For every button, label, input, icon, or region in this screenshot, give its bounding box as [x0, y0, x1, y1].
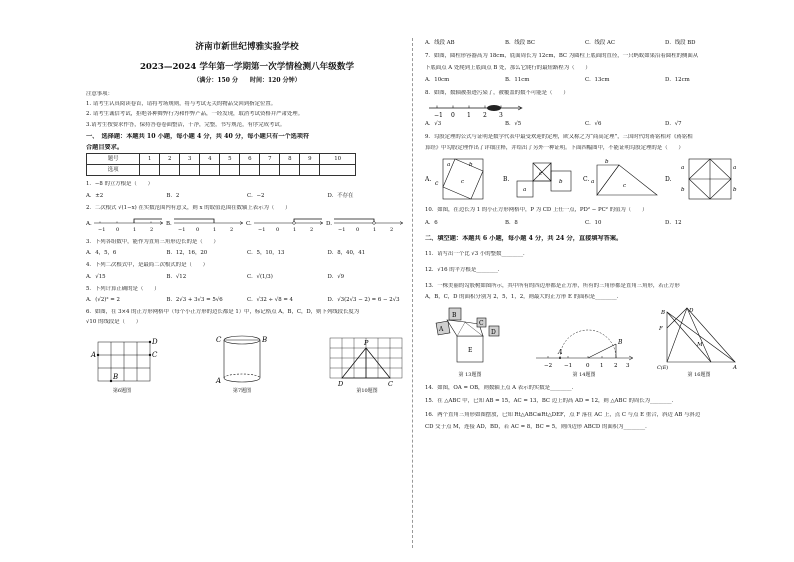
- tick-label: 1: [213, 226, 217, 233]
- tick-label: 0: [196, 226, 200, 233]
- grid-figure: [86, 336, 158, 388]
- option: D．不存在: [327, 193, 354, 200]
- pythagoras-tree-figure: [425, 306, 515, 372]
- q6-stem-cont: √10 的线段是（ ）: [86, 318, 142, 325]
- option: B．2√3 + 3√3 = 5√6: [166, 297, 223, 304]
- tick-label: 0: [586, 363, 590, 370]
- exam-meta: （满分：150 分 时间：120 分钟）: [193, 77, 301, 85]
- figure-caption: 第 13题图: [458, 372, 482, 379]
- tick-label: −1: [338, 226, 346, 233]
- option: C．10: [585, 219, 602, 226]
- option: B．线段 BC: [505, 40, 536, 46]
- answer-cell[interactable]: [160, 165, 180, 176]
- q11-stem: 11．请写出一个比 √3 小的整数________．: [425, 251, 529, 258]
- side-label: b: [559, 179, 563, 185]
- option: D．12: [665, 219, 682, 226]
- column-divider: [412, 38, 413, 548]
- option: D．√7: [665, 120, 682, 127]
- answer-cell[interactable]: [220, 165, 240, 176]
- side-label: c: [435, 180, 439, 187]
- q6-options: [425, 40, 745, 47]
- left-figures: [86, 332, 408, 394]
- point-label: C: [152, 350, 158, 359]
- tick-label: 2: [390, 226, 394, 233]
- grid-triangle-figure: [326, 334, 408, 388]
- option: C．5，10，13: [247, 250, 285, 257]
- option: A．线段 AB: [425, 40, 455, 46]
- square-label: A: [439, 326, 444, 334]
- q16-stem-cont: CD 交于点 M，连接 AD，BD，若 AC = 8，BC = 5，则四边形 ABCD 的面积为________．: [425, 423, 651, 430]
- option-label: D.: [326, 220, 332, 227]
- notes-item: 3.请考生按要求作答，保持答卷卷面整洁，干净，完整，书写规范，有序完成考试。: [86, 122, 286, 129]
- point-label: B: [618, 339, 623, 347]
- point-label: M: [697, 342, 703, 349]
- tick-label: 1: [467, 111, 471, 119]
- figure-10: [326, 334, 408, 394]
- tick-label: 2: [483, 111, 487, 119]
- tick-label: −2: [544, 363, 553, 370]
- q4-stem: 4．下列二次根式中，是最简二次根式的是（ ）: [86, 262, 209, 269]
- point-label: F: [659, 326, 663, 333]
- side-label: a: [523, 187, 527, 193]
- q10-options: [425, 220, 745, 227]
- right-column: [425, 40, 745, 431]
- option-label: A.: [86, 220, 92, 227]
- option-label: B.: [166, 220, 172, 227]
- figure-16: [653, 306, 745, 378]
- q3-stem: 3．下列各组数中，能作为直角三角形边长的是（ ）: [86, 238, 219, 245]
- figure-6: [86, 336, 158, 394]
- option: D．12cm: [665, 77, 690, 84]
- q9-figure-b: [503, 155, 581, 203]
- point-label: A: [733, 365, 737, 372]
- section1-heading-cont: 合题目要求。: [86, 143, 124, 151]
- left-column: [86, 40, 408, 394]
- table-cell: 8: [280, 154, 300, 165]
- tick-label: −1: [98, 226, 106, 233]
- ink-blot: [487, 105, 501, 111]
- point-label: C: [216, 335, 222, 344]
- table-cell: 5: [220, 154, 240, 165]
- tick-label: 1: [373, 226, 377, 233]
- figure-7: [212, 332, 272, 394]
- tick-label: −1: [178, 226, 186, 233]
- q2-stem: 2．二次根式 √(1−x) 在实数范围内有意义，则 x 的取值范围在数轴上表示为（ ）: [86, 204, 291, 211]
- table-row-label: 题号: [87, 154, 140, 165]
- option: A．10cm: [425, 77, 450, 84]
- point-label: B: [262, 335, 268, 344]
- q8-number-line: [425, 99, 525, 119]
- table-cell: 10: [320, 154, 356, 165]
- q16-stem: 16．两个直角三角形如图摆放，已知 Rt△ABC≌Rt△DEF，点 F 落在 AC 上，点 C 与点 E 重合，斜边 AB 与斜边: [425, 412, 701, 418]
- q10-stem: 10．如图，在边长为 1 的小正方形网格中，P 为 CD 上任一点，PD² − PC² 的值为（ ）: [425, 207, 648, 213]
- q5-options: [86, 297, 408, 304]
- tick-label: −1: [564, 363, 573, 370]
- point-label: B: [113, 372, 119, 381]
- tick-label: 2: [230, 226, 234, 233]
- table-cell: 1: [140, 154, 160, 165]
- table-row: [87, 165, 356, 176]
- q13-stem-cont: A，B，C，D 的面积分别为 2，5，1，2，则最大的正方形 E 的面积是________．: [425, 293, 623, 300]
- tick-label: 1: [133, 226, 137, 233]
- tick-label: 2: [310, 226, 314, 233]
- figure-caption: 第7题图: [232, 387, 252, 394]
- number-line-c: [246, 217, 324, 233]
- q8-stem: 8．如图，数轴被墨迹污染了，被覆盖的数不可能是（ ）: [425, 90, 569, 96]
- tick-label: 1: [293, 226, 297, 233]
- tick-label: 3: [626, 363, 630, 370]
- exam-title: 2023—2024 学年第一学期第一次学情检测八年级数学: [139, 61, 355, 72]
- table-cell: 2: [160, 154, 180, 165]
- point-label: B: [661, 310, 666, 317]
- option: B．√12: [166, 273, 187, 280]
- answer-table: [86, 153, 356, 176]
- notes-item: 1. 请考生认真阅读卷首，请将考场规则，将与考试无关的物品交回到指定位置。: [86, 100, 277, 107]
- point-label: P: [364, 338, 369, 347]
- option: A．√3: [425, 120, 442, 127]
- notes-item: 2. 请考生诚信考试，拒绝各种舞弊行为和作弊产品，一经发现，取消考试资格并严肃处理。: [86, 111, 304, 118]
- side-label: b: [733, 187, 737, 193]
- option-label: D.: [665, 176, 672, 183]
- answer-cell[interactable]: [200, 165, 220, 176]
- point-label: C(E): [657, 365, 669, 372]
- section2-heading: 二、填空题：本题共 6 小题，每小题 4 分，共 24 分，直接填写答案。: [425, 234, 623, 242]
- q9-figure-c: [583, 155, 663, 203]
- tick-label: 3: [499, 111, 503, 119]
- tick-label: 2: [150, 226, 154, 233]
- table-cell: 3: [180, 154, 200, 165]
- option: C．线段 AC: [585, 40, 616, 46]
- tick-label: 0: [116, 226, 120, 233]
- q1-options: [86, 193, 408, 200]
- side-label: a: [591, 179, 595, 185]
- option-label: C.: [246, 220, 252, 227]
- table-row: [87, 154, 356, 165]
- figure-caption: 第6题图: [112, 387, 132, 394]
- option: D．8，40，41: [327, 250, 366, 257]
- option: D．√9: [327, 273, 345, 280]
- table-cell: 7: [260, 154, 280, 165]
- option-label: A.: [425, 176, 432, 183]
- point-label: C: [388, 379, 393, 388]
- q1-stem: 1．−8 的立方根是（ ）: [86, 181, 153, 188]
- tick-label: 1: [600, 363, 604, 370]
- point-label: A: [558, 349, 563, 357]
- answer-cell[interactable]: [240, 165, 260, 176]
- answer-cell[interactable]: [180, 165, 200, 176]
- option: C．13cm: [585, 77, 610, 84]
- tick-label: 2: [614, 363, 618, 370]
- answer-cell[interactable]: [300, 165, 320, 176]
- point-label: D: [689, 308, 694, 315]
- option: B．11cm: [505, 77, 530, 84]
- cylinder-figure: [212, 332, 272, 388]
- q9-stem-cont: 算经》中勾股定理作出了详细注释，并给出了另外一种证明。下面四幅图中，不能证明勾股定理的是（ ）: [425, 145, 684, 152]
- notes-title: 注意事项：: [86, 90, 113, 97]
- q8-options: [425, 121, 745, 128]
- option: D．线段 BD: [665, 40, 696, 46]
- q15-stem: 15．在 △ABC 中，已知 AB = 15，AC = 13，BC 边上的高 AD = 12，则 △ABC 的周长为________．: [425, 398, 677, 405]
- q9-figures: [425, 155, 745, 203]
- point-label: D: [152, 337, 158, 346]
- q9-stem: 9．勾股定理的公式与证明是数学代表中最受欢迎的定理，欧又称之为“商高定理”，三国时代的蒋铭相对《蒋铭相: [425, 133, 693, 140]
- table-row-label: 选项: [87, 165, 140, 176]
- q4-options: [86, 274, 408, 281]
- q2-number-lines: [86, 217, 404, 233]
- option: B．8: [505, 219, 518, 226]
- figure-13: [425, 306, 515, 378]
- point-label: A: [216, 376, 222, 385]
- option: D．√3(2√3 − 2) = 6 − 2√3: [327, 297, 400, 304]
- option-label: B.: [503, 176, 510, 183]
- tick-label: 0: [276, 226, 280, 233]
- two-right-triangles-figure: [653, 306, 745, 372]
- side-label: c: [539, 171, 543, 177]
- option: C．−2: [247, 193, 265, 200]
- tick-label: 0: [451, 111, 455, 119]
- option-label: C.: [583, 176, 590, 183]
- q7-options: [425, 77, 745, 84]
- answer-cell[interactable]: [260, 165, 280, 176]
- q9-figure-d: [665, 155, 745, 203]
- number-line-d: [326, 217, 404, 233]
- option: B．2: [166, 193, 180, 200]
- q14-stem: 14．如图，OA = OB，则数轴上点 A 表示的实数是________．: [425, 384, 578, 391]
- side-label: c: [623, 183, 627, 189]
- q13-stem: 13．一株美丽的勾股树如图所示，其中所有的四边形都是正方形，所有的三角形都是直角三角形，若正方形: [425, 282, 680, 289]
- option: A．6: [425, 219, 438, 226]
- square-label: E: [468, 347, 473, 355]
- answer-cell[interactable]: [320, 165, 356, 176]
- side-label: b: [469, 162, 473, 168]
- option: B．√5: [505, 120, 522, 127]
- table-cell: 6: [240, 154, 260, 165]
- tick-label: 0: [356, 226, 360, 233]
- answer-cell[interactable]: [140, 165, 160, 176]
- option: A．√15: [86, 273, 106, 280]
- side-label: b: [681, 187, 685, 193]
- q3-options: [86, 250, 408, 257]
- answer-cell[interactable]: [280, 165, 300, 176]
- figure-caption: 第 14题图: [572, 372, 596, 379]
- tick-label: −1: [434, 111, 443, 119]
- square-label: C: [479, 320, 484, 328]
- option: B．12，16，20: [166, 250, 208, 257]
- side-label: a: [447, 162, 451, 168]
- option: A．(√2)² = 2: [86, 297, 120, 304]
- tick-label: −1: [258, 226, 266, 233]
- school-title: 济南市新世纪博雅实验学校: [195, 42, 299, 52]
- side-label: b: [605, 159, 609, 165]
- side-label: c: [461, 179, 465, 185]
- q7-stem: 7．如图，圆柱形容器高为 18cm，底面周长为 12cm，BC 为圆柱上底面的直径，一只蚂蚁如果沿着圆柱的侧面从: [425, 52, 699, 59]
- side-label: a: [733, 165, 737, 171]
- table-cell: 4: [200, 154, 220, 165]
- figure-caption: 第 16题图: [687, 372, 711, 379]
- option: C．√6: [585, 120, 602, 127]
- number-line-a: [86, 217, 164, 233]
- q6-stem: 6．如图，在 3×4 的正方形网格中（每个小正方形的边长都是 1）中，标记格点 A，B，C，D，则下列线段长度为: [86, 309, 360, 316]
- q5-stem: 5．下列计算正确的是（ ）: [86, 285, 160, 292]
- figure-caption: 第10题图: [356, 387, 378, 394]
- point-label: D: [338, 379, 344, 388]
- side-label: a: [681, 165, 685, 171]
- number-line-arc-figure: [532, 322, 636, 372]
- option: C．√32 ÷ √8 = 4: [247, 297, 293, 304]
- square-label: B: [452, 312, 457, 320]
- figure-14: [532, 322, 636, 378]
- point-label: A: [91, 350, 97, 359]
- table-cell: 9: [300, 154, 320, 165]
- square-label: D: [491, 329, 496, 337]
- option: A．4，5，6: [86, 250, 117, 257]
- number-line-b: [166, 217, 244, 233]
- right-figures: [425, 306, 745, 378]
- q7-stem-cont: 下底面点 A 处爬到上底面点 B 处，那么它爬行的最短路程为（ ）: [425, 64, 591, 71]
- option: A．±2: [86, 193, 104, 200]
- option: C．√(1/3): [247, 273, 273, 280]
- q9-figure-a: [425, 155, 501, 203]
- section1-heading: 一、 选择题：本题共 10 小题，每小题 4 分，共 40 分，每小题只有一个选项符: [86, 132, 310, 140]
- q12-stem: 12．√16 的平方根是________．: [425, 267, 504, 273]
